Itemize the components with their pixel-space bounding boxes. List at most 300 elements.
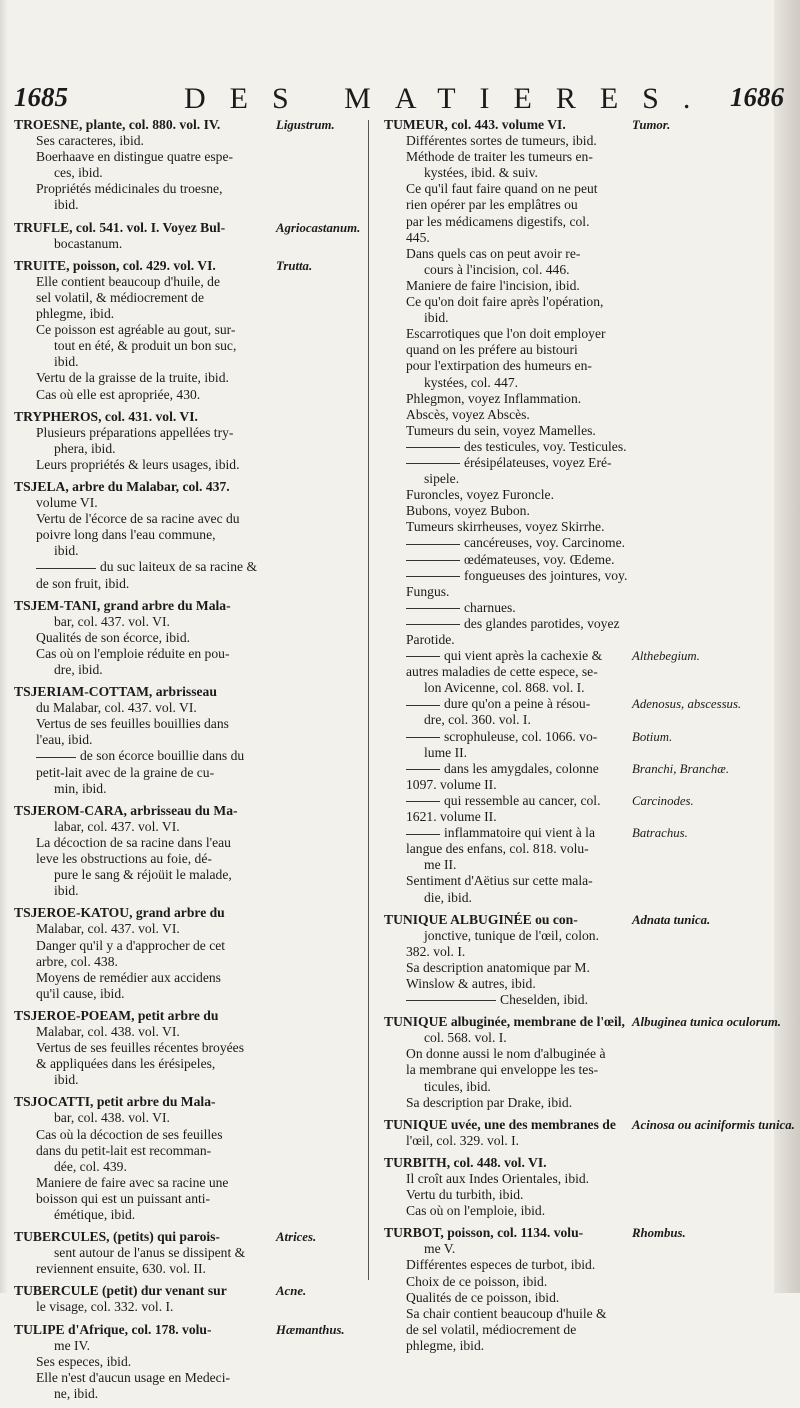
- entry-subline: [384, 535, 784, 551]
- em-rule: [406, 769, 440, 770]
- entry-subline: [384, 1171, 784, 1187]
- entry-headword-line: [384, 1225, 784, 1241]
- entry-gap: [14, 1402, 366, 1408]
- entry-text: Malabar, col. 438. vol. VI.: [36, 1023, 180, 1039]
- entry-text: Dans quels cas on peut avoir re-: [406, 245, 581, 261]
- entry-text: Choix de ce poisson, ibid.: [406, 1273, 548, 1289]
- em-rule: [406, 834, 440, 835]
- entry-text: 445.: [406, 229, 430, 245]
- em-rule: [406, 656, 440, 657]
- entry-text: TUNIQUE uvée, une des membranes de: [384, 1116, 616, 1132]
- entry-subline: [384, 439, 784, 455]
- entry-headword-line: [14, 409, 366, 425]
- entry-subline: [14, 274, 366, 290]
- entry-subline: [384, 519, 784, 535]
- entry-subline: [14, 630, 366, 646]
- entry-subline: [384, 407, 784, 423]
- entry-text: col. 568. vol. I.: [424, 1030, 507, 1046]
- entry-subline: [384, 423, 784, 439]
- entry-text: ibid.: [54, 883, 79, 899]
- entry-text: TSJOCATTI, petit arbre du Mala-: [14, 1094, 216, 1110]
- entry-subline: [14, 149, 366, 165]
- entry-text: leve les obstructions au foie, dé-: [36, 851, 212, 867]
- entry-subline: [384, 857, 784, 873]
- entry-subline: [384, 680, 784, 696]
- entry-text: ne, ibid.: [54, 1385, 99, 1401]
- entry-subline: [14, 527, 366, 543]
- entry-text: die, ibid.: [424, 889, 472, 905]
- entry-subline: [14, 1159, 366, 1175]
- entry-text: Moyens de remédier aux accidens: [36, 969, 221, 985]
- latin-margin-name: Botium.: [632, 729, 673, 744]
- entry-subline: [14, 781, 366, 797]
- entry-text: Boerhaave en distingue quatre espe-: [36, 149, 234, 165]
- entry-subline: [14, 986, 366, 1002]
- entry-text: TUBERCULES, (petits) qui parois-: [14, 1229, 220, 1245]
- latin-margin-name: Hæmanthus.: [276, 1322, 345, 1337]
- entry-text: kystées, col. 447.: [424, 374, 519, 390]
- entry-text: lon Avicenne, col. 868. vol. I.: [424, 680, 585, 696]
- entry-text: Bubons, voyez Bubon.: [406, 503, 530, 519]
- entry-headword-line: [14, 1094, 366, 1110]
- index-entry-tsjeroe-katou: [14, 905, 366, 1002]
- entry-text: TROESNE, plante, col. 880. vol. IV.: [14, 117, 221, 132]
- entry-text: des glandes parotides, voyez: [464, 615, 620, 631]
- entry-subline: [14, 165, 366, 181]
- entry-text: 1097. volume II.: [406, 776, 497, 792]
- entry-text: le visage, col. 332. vol. I.: [36, 1299, 174, 1315]
- entry-subline: [384, 696, 784, 712]
- entry-subline: [14, 646, 366, 662]
- entry-subline: [384, 181, 784, 197]
- entry-text: sel volatil, & médiocrement de: [36, 289, 204, 305]
- entry-text: bar, col. 438. vol. VI.: [54, 1110, 170, 1126]
- running-title: DES MATIERES.: [184, 82, 715, 115]
- entry-subline: [384, 149, 784, 165]
- entry-headword-line: [14, 1322, 366, 1338]
- entry-text: petit-lait avec de la graine de cu-: [36, 764, 215, 780]
- latin-margin-name: Batrachus.: [632, 826, 688, 841]
- entry-text: pure le sang & réjoüit le malade,: [54, 867, 232, 883]
- entry-text: dre, col. 360. vol. I.: [424, 712, 531, 728]
- entry-text: inflammatoire qui vient à la: [444, 825, 595, 841]
- entry-text: Parotide.: [406, 632, 455, 647]
- entry-text: Sa chair contient beaucoup d'huile &: [406, 1305, 607, 1321]
- latin-margin-name: Agriocastanum.: [276, 220, 361, 235]
- entry-text: phlegme, ibid.: [406, 1337, 485, 1353]
- entry-subline: [14, 387, 366, 403]
- entry-subline: [384, 825, 784, 841]
- entry-text: Leurs propriétés & leurs usages, ibid.: [36, 456, 240, 472]
- entry-text: TUNIQUE ALBUGINÉE ou con-: [384, 911, 578, 927]
- entry-subline: [384, 1322, 784, 1338]
- entry-subline: [14, 425, 366, 441]
- entry-subline: [14, 1110, 366, 1126]
- entry-text: Malabar, col. 437. vol. VI.: [36, 921, 180, 937]
- entry-text: du suc laiteux de sa racine &: [100, 559, 258, 575]
- latin-margin-name: Acinosa ou aciniformis tunica.: [632, 1117, 795, 1132]
- em-rule: [36, 757, 76, 758]
- entry-subline: [14, 835, 366, 851]
- entry-subline: [14, 370, 366, 386]
- latin-margin-name: Branchi, Branchæ.: [632, 761, 730, 776]
- entry-subline: [14, 954, 366, 970]
- entry-subline: [384, 648, 784, 664]
- index-entry-tsjeroe-poeam: [14, 1008, 366, 1088]
- entry-subline: [14, 819, 366, 835]
- entry-subline: [14, 133, 366, 149]
- entry-text: qui vient après la cachexie &: [444, 648, 603, 664]
- entry-subline: [14, 1056, 366, 1072]
- entry-subline: [384, 391, 784, 407]
- entry-text: TRYPHEROS, col. 431. vol. VI.: [14, 408, 198, 424]
- entry-text: Ses especes, ibid.: [36, 1353, 132, 1369]
- entry-text: de son écorce bouillie dans du: [80, 748, 245, 764]
- entry-subline: [14, 921, 366, 937]
- entry-text: Cheselden, ibid.: [500, 992, 588, 1008]
- entry-subline: [384, 1257, 784, 1273]
- entry-text: du Malabar, col. 437. vol. VI.: [36, 700, 197, 716]
- left-column: [14, 117, 366, 1408]
- entry-headword-line: [384, 117, 784, 133]
- entry-text: Elle n'est d'aucun usage en Medeci-: [36, 1369, 231, 1385]
- entry-text: Sentiment d'Aëtius sur cette mala-: [406, 873, 593, 889]
- entry-text: labar, col. 437. vol. VI.: [54, 818, 180, 834]
- entry-text: TSJEROE-KATOU, grand arbre du: [14, 905, 225, 921]
- em-rule: [406, 705, 440, 706]
- entry-subline: [384, 873, 784, 889]
- entry-subline: [14, 748, 366, 764]
- entry-text: ticules, ibid.: [424, 1078, 491, 1094]
- entry-subline: [14, 338, 366, 354]
- entry-text: tout en été, & produit un bon suc,: [54, 338, 237, 354]
- entry-text: Tumeurs du sein, voyez Mamelles.: [406, 422, 596, 438]
- entry-text: Tumeurs skirrheuses, voyez Skirrhe.: [406, 519, 605, 535]
- entry-subline: [14, 716, 366, 732]
- index-entry-tsjeriam-cottam: [14, 684, 366, 797]
- entry-text: langue des enfans, col. 818. volu-: [406, 841, 589, 857]
- index-entry-troesne: [14, 117, 366, 214]
- em-rule: [406, 624, 460, 625]
- entry-headword-line: [14, 1283, 366, 1299]
- entry-text: Furoncles, voyez Furoncle.: [406, 487, 554, 503]
- index-entry-tunique-albugine-e: [384, 912, 784, 1009]
- entry-text: TSJELA, arbre du Malabar, col. 437.: [14, 478, 230, 494]
- entry-text: qui ressemble au cancer, col.: [444, 792, 601, 808]
- entry-subline: [384, 246, 784, 262]
- entry-text: Winslow & autres, ibid.: [406, 975, 536, 991]
- entry-text: TSJEM-TANI, grand arbre du Mala-: [14, 597, 231, 613]
- entry-text: de sel volatil, médiocrement de: [406, 1321, 577, 1337]
- entry-text: ibid.: [424, 310, 449, 326]
- entry-text: TURBOT, poisson, col. 1134. volu-: [384, 1225, 584, 1241]
- entry-subline: [384, 1241, 784, 1257]
- entry-text: l'eau, ibid.: [36, 732, 93, 748]
- entry-text: Phlegmon, voyez Inflammation.: [406, 390, 582, 406]
- entry-subline: [14, 851, 366, 867]
- entry-subline: [384, 777, 784, 793]
- entry-text: quand on les préfere au bistouri: [406, 342, 578, 358]
- entry-subline: [384, 1274, 784, 1290]
- entry-subline: [384, 278, 784, 294]
- entry-subline: [384, 294, 784, 310]
- entry-subline: [14, 883, 366, 899]
- entry-subline: [14, 867, 366, 883]
- latin-margin-name: Carcinodes.: [632, 793, 694, 808]
- entry-text: bocastanum.: [54, 235, 123, 251]
- entry-text: TSJEROM-CARA, arbrisseau du Ma-: [14, 802, 238, 818]
- entry-text: Cas où la décoction de ses feuilles: [36, 1126, 223, 1142]
- entry-subline: [14, 662, 366, 678]
- entry-text: Fungus.: [406, 583, 450, 599]
- latin-margin-name: Adenosus, abscessus.: [632, 697, 742, 712]
- entry-text: ces, ibid.: [54, 165, 103, 181]
- entry-subline: [384, 664, 784, 680]
- entry-text: kystées, ibid. & suiv.: [424, 165, 538, 181]
- entry-headword-line: [14, 117, 366, 133]
- entry-subline: [14, 1370, 366, 1386]
- entry-subline: [14, 1127, 366, 1143]
- page-number-right: 1686: [730, 82, 784, 112]
- entry-text: ibid.: [54, 543, 79, 559]
- entry-subline: [384, 841, 784, 857]
- entry-subline: [14, 1191, 366, 1207]
- entry-subline: [384, 487, 784, 503]
- entry-text: dre, ibid.: [54, 662, 103, 677]
- entry-text: jonctive, tunique de l'œil, colon.: [424, 927, 599, 943]
- entry-subline: [14, 614, 366, 630]
- entry-subline: [384, 632, 784, 648]
- entry-text: ibid.: [54, 1072, 79, 1088]
- entry-text: érésipélateuses, voyez Eré-: [464, 454, 612, 470]
- entry-text: Cas où on l'emploie réduite en pou-: [36, 645, 230, 661]
- latin-margin-name: Albuginea tunica oculorum.: [632, 1015, 781, 1030]
- entry-text: On donne aussi le nom d'albuginée à: [406, 1046, 606, 1062]
- entry-text: TULIPE d'Afrique, col. 178. volu-: [14, 1321, 212, 1337]
- entry-headword-line: [14, 684, 366, 700]
- entry-text: TUMEUR, col. 443. volume VI.: [384, 117, 566, 132]
- entry-subline: [384, 1046, 784, 1062]
- entry-text: phlegme, ibid.: [36, 306, 115, 322]
- entry-subline: [14, 322, 366, 338]
- latin-margin-name: Rhombus.: [632, 1226, 686, 1241]
- em-rule: [406, 560, 460, 561]
- entry-headword-line: [14, 479, 366, 495]
- entry-text: bar, col. 437. vol. VI.: [54, 613, 170, 629]
- entry-subline: [384, 1062, 784, 1078]
- entry-text: fongueuses des jointures, voy.: [464, 567, 628, 583]
- entry-subline: [384, 165, 784, 181]
- entry-text: TRUFLE, col. 541. vol. I. Voyez Bul-: [14, 219, 226, 235]
- entry-subline: [14, 1072, 366, 1088]
- index-entry-trufle: [14, 220, 366, 252]
- index-entry-tumeur: [384, 117, 784, 906]
- entry-subline: [384, 1133, 784, 1149]
- entry-subline: [384, 793, 784, 809]
- entry-subline: [14, 495, 366, 511]
- entry-subline: [384, 358, 784, 374]
- entry-text: des testicules, voy. Testicules.: [464, 438, 627, 454]
- entry-text: ibid.: [54, 354, 79, 370]
- entry-subline: [384, 455, 784, 471]
- entry-subline: [384, 1290, 784, 1306]
- index-entry-tunique-albugine-e: [384, 1014, 784, 1111]
- entry-text: TSJERIAM-COTTAM, arbrisseau: [14, 684, 217, 700]
- entry-text: rien opérer par les emplâtres ou: [406, 197, 578, 213]
- entry-text: dans les amygdales, colonne: [444, 760, 599, 776]
- entry-text: volume VI.: [36, 495, 98, 511]
- entry-subline: [384, 928, 784, 944]
- entry-text: cancéreuses, voy. Carcinome.: [464, 535, 626, 551]
- entry-subline: [384, 1187, 784, 1203]
- entry-subline: [14, 559, 366, 575]
- em-rule: [406, 608, 460, 609]
- index-entry-tubercule: [14, 1283, 366, 1315]
- entry-text: Différentes especes de turbot, ibid.: [406, 1257, 596, 1273]
- entry-text: Cas où on l'emploie, ibid.: [406, 1203, 546, 1219]
- index-entry-tunique-uve-e: [384, 1116, 795, 1149]
- entry-headword-line: [14, 1008, 366, 1024]
- entry-text: qu'il cause, ibid.: [36, 985, 125, 1001]
- entry-text: Ce poisson est agréable au gout, sur-: [36, 322, 236, 338]
- entry-subline: [14, 970, 366, 986]
- entry-subline: [14, 1207, 366, 1223]
- entry-text: Différentes sortes de tumeurs, ibid.: [406, 133, 597, 149]
- entry-text: Abscès, voyez Abscès.: [406, 406, 530, 422]
- entry-text: TURBITH, col. 448. vol. VI.: [384, 1154, 547, 1170]
- entry-text: boisson qui est un puissant anti-: [36, 1190, 211, 1206]
- entry-text: La décoction de sa racine dans l'eau: [36, 834, 231, 850]
- entry-text: Escarrotiques que l'on doit employer: [406, 326, 606, 342]
- entry-text: Vertus de ses feuilles récentes broyées: [36, 1040, 244, 1056]
- em-rule: [36, 568, 96, 569]
- entry-text: dée, col. 439.: [54, 1158, 127, 1174]
- entry-subline: [14, 732, 366, 748]
- entry-subline: [384, 992, 784, 1008]
- em-rule: [406, 801, 440, 802]
- entry-subline: [14, 1245, 366, 1261]
- entry-text: œdémateuses, voy. Œdeme.: [464, 551, 615, 567]
- em-rule: [406, 544, 460, 545]
- entry-subline: [14, 938, 366, 954]
- entry-subline: [14, 543, 366, 559]
- entry-subline: [14, 765, 366, 781]
- entry-subline: [14, 1024, 366, 1040]
- entry-text: autres maladies de cette espece, se-: [406, 664, 598, 680]
- entry-text: Vertus de ses feuilles bouillies dans: [36, 716, 229, 732]
- entry-subline: [14, 1143, 366, 1159]
- entry-text: TUNIQUE albuginée, membrane de l'œil,: [384, 1014, 625, 1030]
- entry-subline: [14, 1175, 366, 1191]
- entry-text: par les médicamens digestifs, col.: [406, 213, 590, 229]
- entry-subline: [384, 342, 784, 358]
- entry-text: dans du petit-lait est recomman-: [36, 1142, 212, 1158]
- entry-text: Sa description anatomique par M.: [406, 959, 590, 975]
- index-entry-tsjocatti: [14, 1094, 366, 1223]
- entry-text: lume II.: [424, 744, 468, 760]
- entry-text: ibid.: [54, 197, 79, 213]
- entry-subline: [14, 236, 366, 252]
- entry-subline: [384, 1095, 784, 1111]
- entry-subline: [14, 511, 366, 527]
- entry-subline: [384, 1306, 784, 1322]
- entry-text: cours à l'incision, col. 446.: [424, 261, 570, 277]
- entry-subline: [14, 197, 366, 213]
- entry-text: & appliquées dans les érésipeles,: [36, 1056, 216, 1072]
- latin-margin-name: Trutta.: [276, 258, 313, 273]
- entry-subline: [14, 441, 366, 457]
- entry-subline: [384, 133, 784, 149]
- entry-text: Maniere de faire l'incision, ibid.: [406, 277, 580, 293]
- entry-text: l'œil, col. 329. vol. I.: [406, 1132, 520, 1148]
- entry-text: Plusieurs préparations appellées try-: [36, 424, 234, 440]
- entry-text: sent autour de l'anus se dissipent &: [54, 1245, 246, 1261]
- entry-subline: [14, 290, 366, 306]
- entry-subline: [384, 809, 784, 825]
- index-entry-truite: [14, 258, 366, 403]
- entry-text: Vertu du turbith, ibid.: [406, 1187, 524, 1203]
- entry-text: Vertu de la graisse de la truite, ibid.: [36, 370, 229, 386]
- entry-text: Vertu de l'écorce de sa racine avec du: [36, 511, 240, 527]
- entry-subline: [14, 1299, 366, 1315]
- index-entry-tsjela: [14, 479, 366, 592]
- entry-subline: [14, 354, 366, 370]
- entry-subline: [14, 457, 366, 473]
- entry-subline: [384, 712, 784, 728]
- em-rule: [406, 576, 460, 577]
- page-left-edge: [0, 0, 8, 1293]
- entry-subline: [384, 471, 784, 487]
- column-divider: [368, 120, 369, 1280]
- entry-headword-line: [384, 912, 784, 928]
- entry-subline: [384, 262, 784, 278]
- entry-text: TRUITE, poisson, col. 429. vol. VI.: [14, 257, 216, 273]
- entry-subline: [384, 552, 784, 568]
- entry-text: Sa description par Drake, ibid.: [406, 1094, 573, 1110]
- entry-text: arbre, col. 438.: [36, 953, 118, 969]
- entry-subline: [384, 584, 784, 600]
- latin-margin-name: Adnata tunica.: [632, 912, 711, 927]
- entry-headword-line: [14, 905, 366, 921]
- entry-text: Méthode de traiter les tumeurs en-: [406, 149, 593, 165]
- entry-headword-line: [384, 1116, 795, 1133]
- entry-subline: [384, 214, 784, 230]
- entry-headword-line: [384, 1014, 784, 1030]
- entry-subline: [384, 616, 784, 632]
- entry-subline: [384, 890, 784, 906]
- latin-margin-name: Acne.: [276, 1284, 307, 1299]
- em-rule: [406, 463, 460, 464]
- em-rule: [406, 447, 460, 448]
- entry-subline: [14, 1261, 366, 1277]
- entry-subline: [384, 729, 784, 745]
- index-entry-trypheros: [14, 409, 366, 473]
- entry-text: Qualités de ce poisson, ibid.: [406, 1289, 560, 1305]
- index-entry-turbith: [384, 1155, 784, 1219]
- entry-subline: [384, 761, 784, 777]
- entry-subline: [14, 306, 366, 322]
- entry-text: poivre long dans l'eau commune,: [36, 527, 216, 543]
- latin-margin-name: Ligustrum.: [276, 118, 335, 132]
- entry-text: de son fruit, ibid.: [36, 575, 130, 591]
- entry-subline: [384, 1338, 784, 1354]
- entry-gap: [384, 1354, 784, 1360]
- index-entry-turbot: [384, 1225, 784, 1354]
- entry-text: scrophuleuse, col. 1066. vo-: [444, 728, 598, 744]
- entry-subline: [384, 310, 784, 326]
- entry-headword-line: [14, 220, 366, 236]
- entry-subline: [14, 1338, 366, 1354]
